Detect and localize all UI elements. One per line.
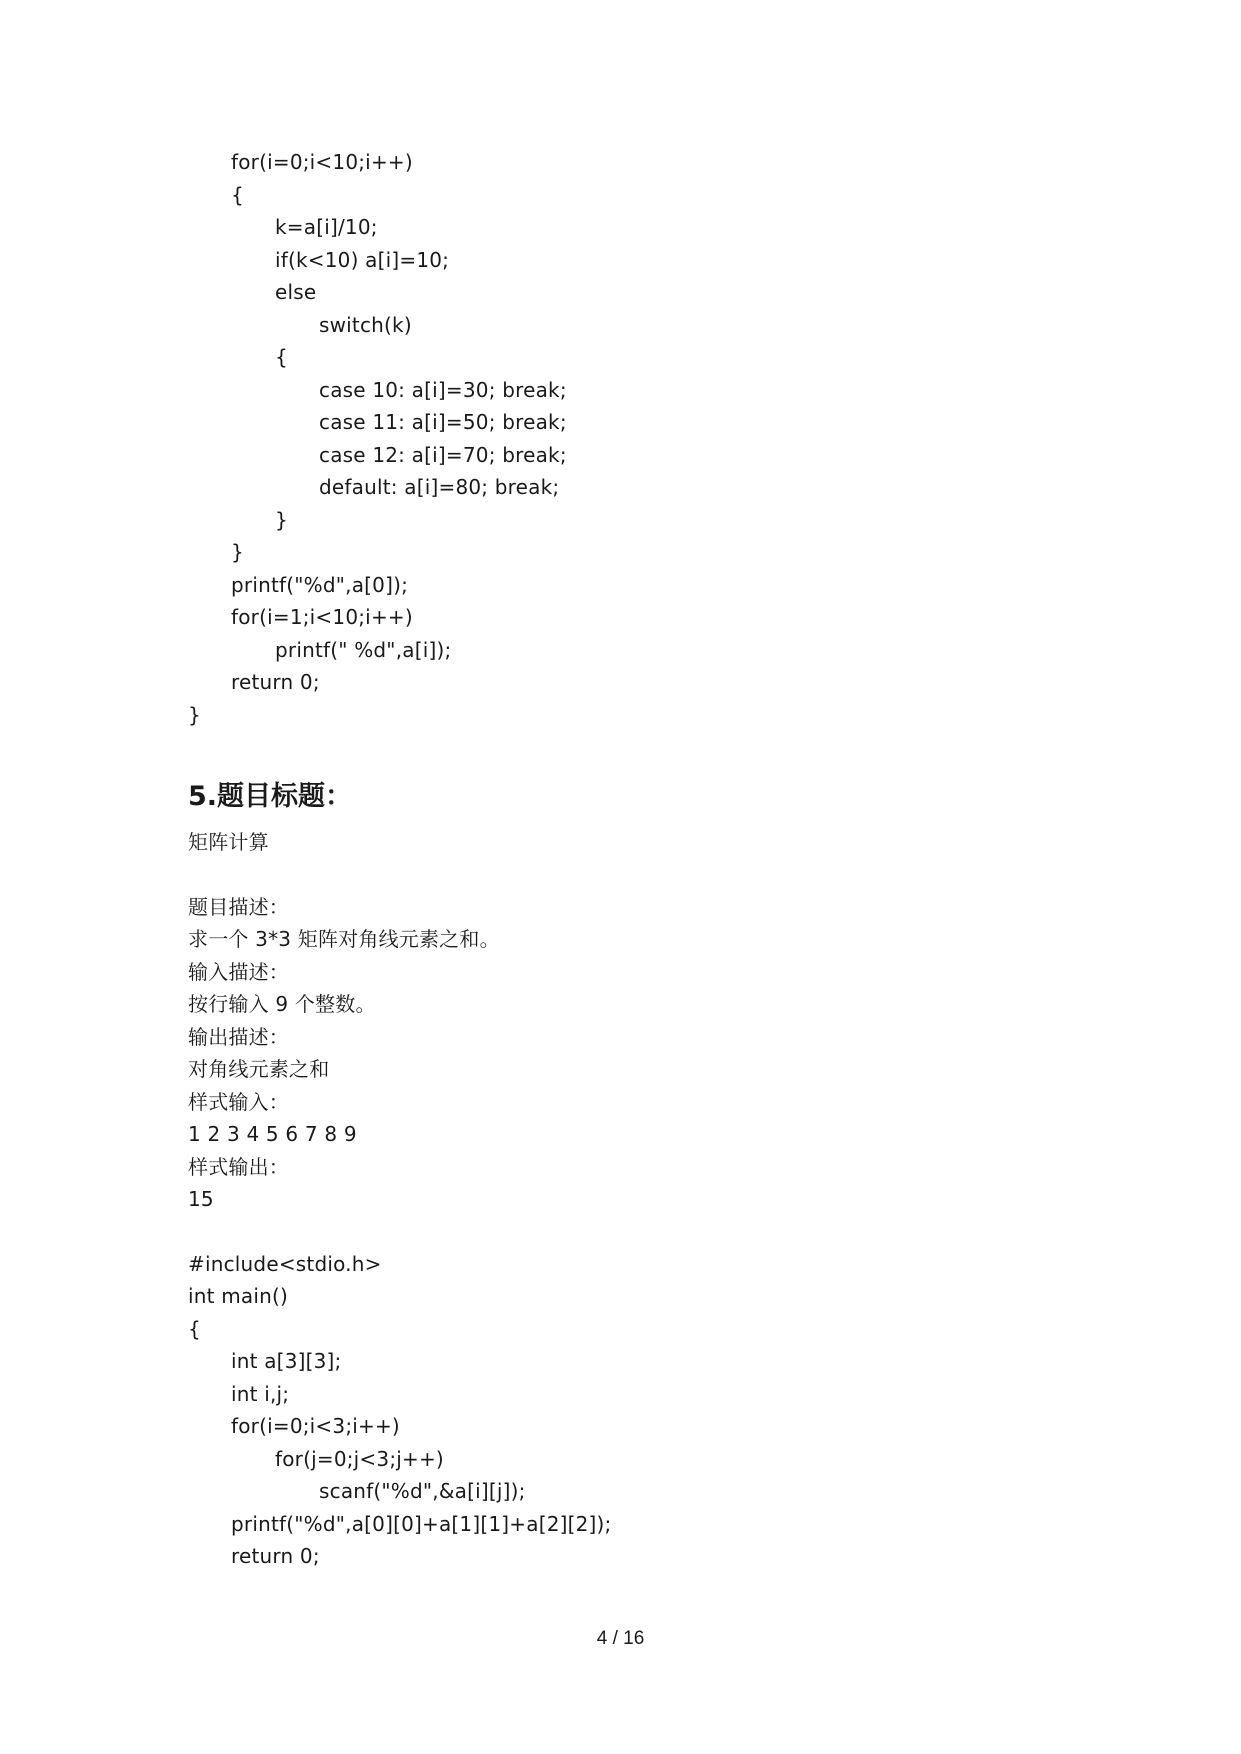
description-text: 求一个 3*3 矩阵对角线元素之和。 xyxy=(188,927,500,951)
code-line: printf("%d",a[0][0]+a[1][1]+a[2][2]); xyxy=(231,1512,612,1536)
sample-input-label: 样式输入： xyxy=(188,1090,289,1114)
code-line: for(j=0;j<3;j++) xyxy=(275,1447,444,1471)
problem-title: 矩阵计算 xyxy=(188,830,269,854)
output-description: 对角线元素之和 xyxy=(188,1057,330,1081)
page-number: 4 / 16 xyxy=(596,1628,645,1649)
code-line: for(i=0;i<3;i++) xyxy=(231,1414,400,1438)
code-line: return 0; xyxy=(231,670,320,694)
input-label: 输入描述： xyxy=(188,960,289,984)
section-heading: 5.题目标题： xyxy=(188,781,353,812)
code-line: for(i=1;i<10;i++) xyxy=(231,605,413,629)
code-line: } xyxy=(275,508,288,532)
code-line: #include<stdio.h> xyxy=(188,1252,382,1276)
output-label: 输出描述： xyxy=(188,1025,289,1049)
code-line: if(k<10) a[i]=10; xyxy=(275,248,450,272)
code-line: int main() xyxy=(188,1284,289,1308)
code-line: { xyxy=(231,183,244,207)
code-line: scanf("%d",&a[i][j]); xyxy=(319,1479,526,1503)
code-line: case 11: a[i]=50; break; xyxy=(319,410,567,434)
input-description: 按行输入 9 个整数。 xyxy=(188,992,376,1016)
code-line: switch(k) xyxy=(319,313,412,337)
code-line: for(i=0;i<10;i++) xyxy=(231,150,413,174)
code-line: printf("%d",a[0]); xyxy=(231,573,409,597)
code-line: printf(" %d",a[i]); xyxy=(275,638,452,662)
code-line: case 12: a[i]=70; break; xyxy=(319,443,567,467)
sample-output-label: 样式输出： xyxy=(188,1155,289,1179)
code-line: default: a[i]=80; break; xyxy=(319,475,560,499)
code-line: else xyxy=(275,280,317,304)
sample-input: 1 2 3 4 5 6 7 8 9 xyxy=(188,1122,357,1146)
description-label: 题目描述： xyxy=(188,895,289,919)
code-line: } xyxy=(188,703,201,727)
code-line: int i,j; xyxy=(231,1382,290,1406)
sample-output: 15 xyxy=(188,1187,214,1211)
code-line: k=a[i]/10; xyxy=(275,215,378,239)
code-line: { xyxy=(188,1317,201,1341)
code-line: case 10: a[i]=30; break; xyxy=(319,378,567,402)
code-line: int a[3][3]; xyxy=(231,1349,342,1373)
code-line: { xyxy=(275,345,288,369)
code-line: } xyxy=(231,540,244,564)
code-line: return 0; xyxy=(231,1544,320,1568)
